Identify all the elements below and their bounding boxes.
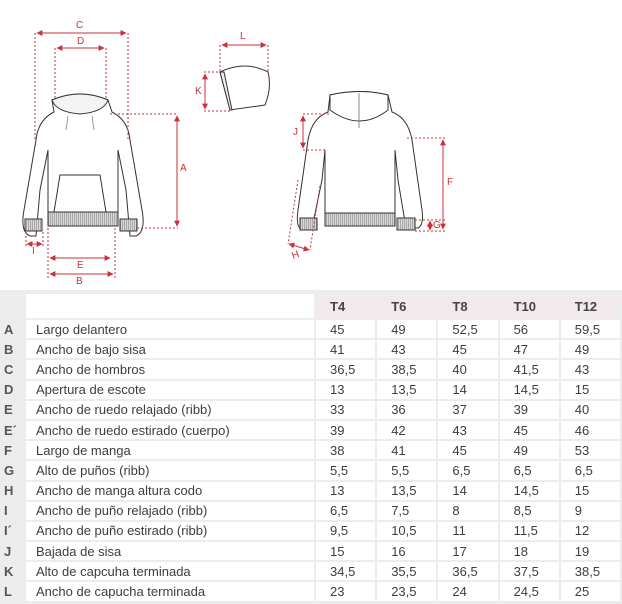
measure-value: 53 [561, 441, 620, 459]
table-header-row [2, 294, 620, 318]
measure-letter: G [2, 461, 24, 479]
dim-label-k: K [195, 86, 202, 97]
measure-letter: K [2, 562, 24, 580]
dim-label-i: I [32, 246, 35, 257]
measure-value: 43 [377, 340, 436, 358]
dim-label-f: F [447, 177, 454, 188]
measure-letter: E [2, 401, 24, 419]
measure-value: 15 [561, 482, 620, 500]
table-row [2, 441, 620, 459]
measure-value: 19 [561, 542, 620, 560]
table-row [2, 562, 620, 580]
table-row [2, 461, 620, 479]
table-row [2, 582, 620, 600]
measure-value: 23 [316, 582, 375, 600]
measure-letter: H [2, 482, 24, 500]
dim-label-h: H [290, 249, 301, 262]
measure-value: 24 [438, 582, 497, 600]
measure-letter: D [2, 381, 24, 399]
dim-label-e: E [77, 260, 84, 271]
measure-value: 37,5 [500, 562, 559, 580]
measure-value: 17 [438, 542, 497, 560]
measure-value: 9,5 [316, 522, 375, 540]
measure-value: 42 [377, 421, 436, 439]
dim-label-b: B [76, 276, 83, 287]
measure-value: 5,5 [316, 461, 375, 479]
back-view [297, 92, 422, 231]
measure-value: 45 [500, 421, 559, 439]
measure-value: 24,5 [500, 582, 559, 600]
table-row [2, 542, 620, 560]
measure-value: 37 [438, 401, 497, 419]
measure-letter: I´ [2, 522, 24, 540]
measure-value: 6,5 [500, 461, 559, 479]
measure-value: 43 [438, 421, 497, 439]
measure-value: 38,5 [561, 562, 620, 580]
measure-name: Alto de puños (ribb) [26, 461, 314, 479]
measure-letter: I [2, 502, 24, 520]
measure-value: 40 [438, 360, 497, 378]
measure-letter: J [2, 542, 24, 560]
measure-value: 33 [316, 401, 375, 419]
measure-name: Largo de manga [26, 441, 314, 459]
dim-label-g: G [433, 220, 441, 231]
measure-value: 25 [561, 582, 620, 600]
measure-value: 14,5 [500, 482, 559, 500]
measure-value: 14,5 [500, 381, 559, 399]
measure-name: Ancho de manga altura codo [26, 482, 314, 500]
measure-letter: E´ [2, 421, 24, 439]
measure-name: Ancho de ruedo relajado (ribb) [26, 401, 314, 419]
measure-value: 13 [316, 381, 375, 399]
measure-value: 36,5 [316, 360, 375, 378]
measure-value: 11,5 [500, 522, 559, 540]
measure-value: 11 [438, 522, 497, 540]
table-row [2, 320, 620, 338]
measure-value: 36 [377, 401, 436, 419]
measure-value: 34,5 [316, 562, 375, 580]
measure-value: 39 [316, 421, 375, 439]
measure-value: 49 [561, 340, 620, 358]
measure-value: 38 [316, 441, 375, 459]
measure-value: 56 [500, 320, 559, 338]
measure-name: Ancho de bajo sisa [26, 340, 314, 358]
measure-value: 18 [500, 542, 559, 560]
hoodie-technical-drawing [0, 0, 622, 288]
measure-name: Largo delantero [26, 320, 314, 338]
measure-value: 41 [316, 340, 375, 358]
measure-letter: C [2, 360, 24, 378]
header-letter-cell [2, 294, 24, 318]
measure-value: 12 [561, 522, 620, 540]
measure-value: 43 [561, 360, 620, 378]
measure-value: 45 [438, 441, 497, 459]
measure-value: 10,5 [377, 522, 436, 540]
measure-value: 13 [316, 482, 375, 500]
measure-name: Alto de capcuha terminada [26, 562, 314, 580]
measure-letter: A [2, 320, 24, 338]
table-row [2, 421, 620, 439]
measure-value: 9 [561, 502, 620, 520]
table-row [2, 340, 620, 358]
measure-value: 23,5 [377, 582, 436, 600]
measure-value: 45 [438, 340, 497, 358]
measure-value: 41 [377, 441, 436, 459]
measure-name: Ancho de capucha terminada [26, 582, 314, 600]
measure-name: Bajada de sisa [26, 542, 314, 560]
measure-letter: B [2, 340, 24, 358]
hood-view [220, 66, 269, 110]
header-size-t8: T8 [438, 294, 497, 318]
measure-value: 7,5 [377, 502, 436, 520]
measure-name: Ancho de puño estirado (ribb) [26, 522, 314, 540]
measure-name: Ancho de hombros [26, 360, 314, 378]
table-row [2, 360, 620, 378]
table-row [2, 401, 620, 419]
measure-value: 38,5 [377, 360, 436, 378]
table-row [2, 502, 620, 520]
size-chart-table [0, 292, 622, 603]
measure-value: 6,5 [438, 461, 497, 479]
measure-value: 15 [561, 381, 620, 399]
header-size-t4: T4 [316, 294, 375, 318]
header-size-t10: T10 [500, 294, 559, 318]
measure-name: Ancho de puño relajado (ribb) [26, 502, 314, 520]
measure-value: 49 [500, 441, 559, 459]
table-body [2, 320, 620, 601]
measure-value: 45 [316, 320, 375, 338]
measure-value: 8 [438, 502, 497, 520]
measure-value: 13,5 [377, 482, 436, 500]
table-row [2, 381, 620, 399]
measure-value: 39 [500, 401, 559, 419]
garment-diagram [0, 0, 622, 288]
measure-value: 8,5 [500, 502, 559, 520]
measure-name: Ancho de ruedo estirado (cuerpo) [26, 421, 314, 439]
dim-label-a: A [180, 163, 187, 174]
measure-value: 46 [561, 421, 620, 439]
measure-value: 35,5 [377, 562, 436, 580]
dim-label-j: J [293, 127, 298, 138]
measure-value: 5,5 [377, 461, 436, 479]
front-view [23, 94, 143, 236]
measure-value: 6,5 [316, 502, 375, 520]
measure-letter: F [2, 441, 24, 459]
measure-value: 52,5 [438, 320, 497, 338]
measure-value: 47 [500, 340, 559, 358]
header-name-cell [26, 294, 314, 318]
measure-value: 6,5 [561, 461, 620, 479]
measure-value: 14 [438, 381, 497, 399]
dim-label-c: C [76, 20, 84, 31]
measure-value: 40 [561, 401, 620, 419]
table-row [2, 482, 620, 500]
dim-label-d: D [77, 36, 85, 47]
measure-value: 41,5 [500, 360, 559, 378]
measure-value: 15 [316, 542, 375, 560]
measure-value: 13,5 [377, 381, 436, 399]
table-row [2, 522, 620, 540]
dim-label-l: L [240, 31, 246, 42]
measure-value: 36,5 [438, 562, 497, 580]
measure-value: 14 [438, 482, 497, 500]
measure-value: 49 [377, 320, 436, 338]
header-size-t12: T12 [561, 294, 620, 318]
measure-value: 59,5 [561, 320, 620, 338]
size-chart-table-container [0, 290, 622, 604]
measure-name: Apertura de escote [26, 381, 314, 399]
measure-letter: L [2, 582, 24, 600]
header-size-t6: T6 [377, 294, 436, 318]
measure-value: 16 [377, 542, 436, 560]
